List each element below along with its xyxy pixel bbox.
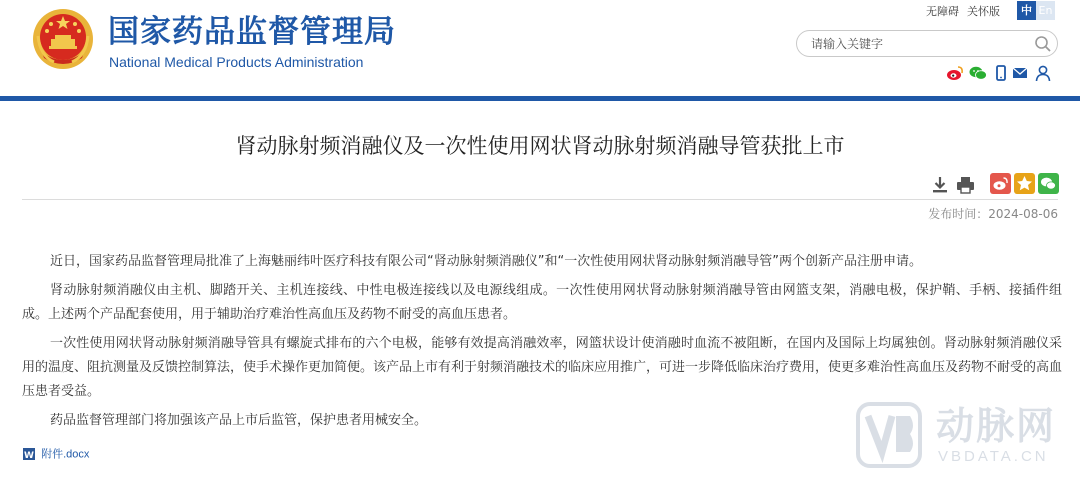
publish-time xyxy=(860,206,1058,222)
weibo-share-icon[interactable] xyxy=(990,173,1011,194)
article-paragraph: 肾动脉射频消融仪由主机、脚踏开关、主机连接线、中性电极连接线以及电源线组成。一次性使用网状肾动脉射频消融导管由网篮支架，消融电极，保护鞘、手柄、接插件组成。上述两个产品配套使用，用于辅助治疗难治性高血压及药物不耐受的高血压患者。 xyxy=(22,283,1062,322)
publish-date: 2024-08-06 xyxy=(988,207,1058,221)
site-title-en[interactable]: National Medical Products Administration xyxy=(109,54,364,70)
header-divider xyxy=(0,96,1080,101)
search-input[interactable] xyxy=(811,34,1031,53)
watermark-brand-cn: 动脉网 xyxy=(936,404,1057,448)
watermark-brand-en: VBDATA.CN xyxy=(938,448,1049,465)
language-en-button[interactable]: En xyxy=(1036,1,1055,20)
site-title-cn[interactable]: 国家药品监督管理局 xyxy=(108,14,396,50)
qzone-share-icon[interactable] xyxy=(1014,173,1035,194)
article-paragraph: 一次性使用网状肾动脉射频消融导管具有螺旋式排布的六个电极，能够有效提高消融效率，网篮状设计使消融时血流不被阻断，在国内及国际上均属独创。肾动脉射频消融仪采用的温度、阻抗测量及反馈控制算法，使手术操作更加简便。该产品上市有利于射频消融技术的临床应用推广，可进一步降低临床治疗费用，使更多难治性高血压及药物不耐受的高血压患者受益。 xyxy=(22,336,1063,399)
wechat-icon[interactable] xyxy=(969,64,987,82)
article-title: 肾动脉射频消融仪及一次性使用网状肾动脉射频消融导管获批上市 xyxy=(235,134,845,158)
article-paragraph: 药品监督管理部门将加强该产品上市后监管，保护患者用械安全。 xyxy=(50,413,428,428)
accessibility-link[interactable]: 无障碍 xyxy=(926,5,959,18)
mobile-icon[interactable] xyxy=(992,64,1010,82)
user-icon[interactable] xyxy=(1034,64,1052,82)
vbdata-watermark xyxy=(856,402,1078,468)
search-icon[interactable] xyxy=(1034,35,1052,53)
download-icon[interactable] xyxy=(931,176,949,194)
word-document-icon xyxy=(22,447,36,461)
search-box xyxy=(796,30,1058,57)
print-icon[interactable] xyxy=(956,176,975,194)
meta-divider xyxy=(22,199,1058,200)
attachment xyxy=(22,443,89,459)
mail-icon[interactable] xyxy=(1011,64,1029,82)
wechat-share-icon[interactable] xyxy=(1038,173,1059,194)
publish-time-label: 发布时间： xyxy=(928,207,989,221)
language-cn-button[interactable]: 中 xyxy=(1017,1,1036,20)
attachment-link[interactable]: 附件.docx xyxy=(41,448,90,461)
care-mode-link[interactable]: 关怀版 xyxy=(967,5,1000,18)
svg-text:W: W xyxy=(24,450,34,461)
national-emblem-logo[interactable] xyxy=(32,8,94,70)
weibo-icon[interactable] xyxy=(946,64,964,82)
article-paragraph: 近日，国家药品监督管理局批准了上海魅丽纬叶医疗科技有限公司“肾动脉射频消融仪”和“一次性使用网状肾动脉射频消融导管”两个创新产品注册申请。 xyxy=(50,254,922,269)
